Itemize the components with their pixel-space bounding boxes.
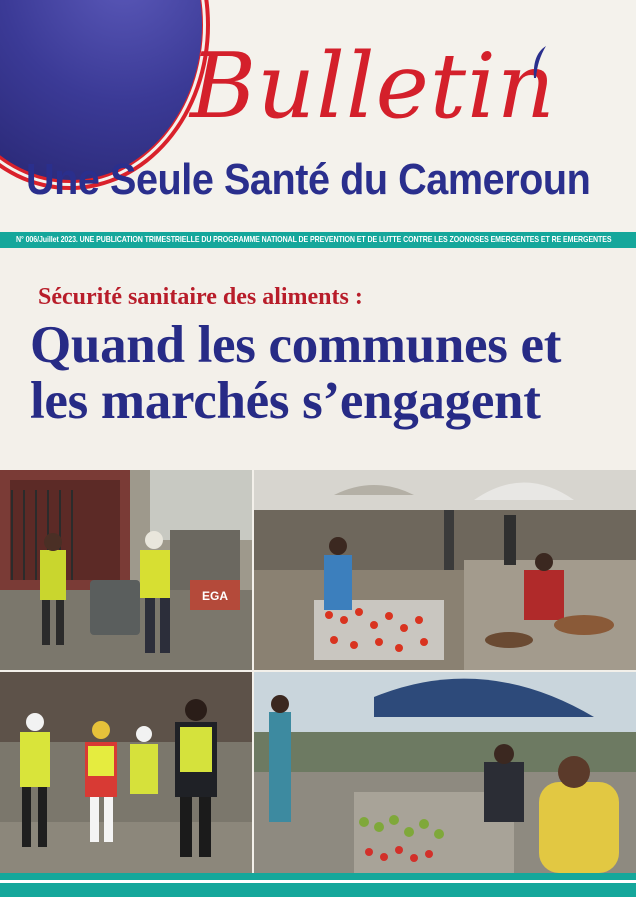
- globe-logo: [0, 0, 202, 180]
- photo-inspectors-cleaning: [0, 470, 252, 670]
- photo-market-vegetables: [254, 672, 636, 873]
- masthead: [0, 0, 636, 232]
- bulletin-title: Bulletin: [190, 34, 556, 139]
- bottom-divider: [0, 880, 636, 883]
- photo-market-tomatoes: [254, 470, 636, 670]
- issue-ribbon-text: N° 006/Juillet 2023. UNE PUBLICATION TRIMESTRIELLE DU PROGRAMME NATIONAL DE PREVENTION ET DE LUTTE CONTRE LES ZOONOSES EMERGENTES ET RE EMERGENTES: [16, 235, 612, 244]
- publication-subtitle: Une Seule Santé du Cameroun: [26, 155, 591, 204]
- main-headline: [30, 317, 630, 429]
- gate-sign: EGA: [202, 589, 229, 603]
- headline-line-1: Quand les communes et: [30, 316, 562, 374]
- photo-officials-vests: [0, 672, 252, 873]
- headline-kicker: Sécurité sanitaire des aliments :: [38, 284, 363, 310]
- bottom-band: [0, 873, 636, 897]
- quill-icon: [530, 44, 550, 84]
- headline-line-2: les marchés s’engagent: [30, 372, 541, 430]
